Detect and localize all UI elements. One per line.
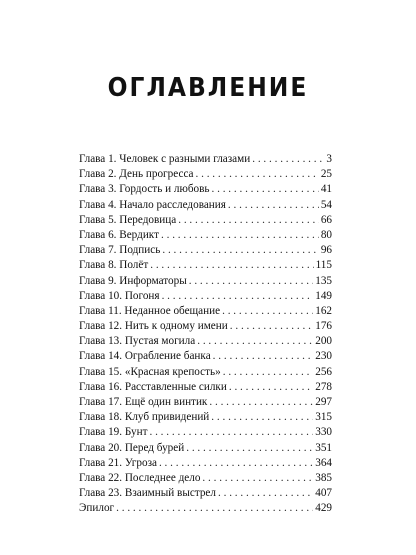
toc-entry [79, 395, 332, 410]
toc-list [79, 152, 332, 517]
toc-entry-label: Глава 8. Полёт [79, 259, 149, 272]
toc-entry-label: Глава 1. Человек с разными глазами [79, 153, 251, 165]
toc-entry-page: 407 [315, 487, 332, 500]
toc-dot-leader [229, 380, 313, 395]
toc-dot-leader [162, 243, 318, 258]
toc-entry [79, 182, 332, 197]
toc-entry [79, 243, 332, 258]
toc-entry-label: Глава 22. Последнее дело [79, 471, 201, 484]
toc-dot-leader [211, 410, 313, 425]
toc-entry [79, 228, 332, 243]
toc-entry-page: 315 [315, 411, 332, 424]
toc-entry [79, 410, 332, 425]
toc-entry-page: 149 [315, 289, 332, 302]
toc-dot-leader [222, 304, 313, 319]
toc-dot-leader [202, 471, 313, 486]
toc-entry-label: Глава 6. Вердикт [79, 228, 159, 241]
toc-entry [79, 304, 332, 319]
toc-entry-page: 115 [315, 259, 332, 272]
toc-dot-leader [189, 274, 314, 289]
toc-entry [79, 349, 332, 364]
toc-entry-page: 278 [315, 380, 332, 393]
toc-entry-page: 80 [320, 228, 332, 241]
toc-entry-page: 429 [315, 502, 332, 515]
toc-dot-leader [186, 441, 313, 456]
toc-entry [79, 471, 332, 486]
toc-entry-page: 96 [320, 244, 332, 257]
toc-heading: ОГЛАВЛЕНИЕ [107, 73, 309, 103]
toc-entry-label: Глава 4. Начало расследования [79, 198, 226, 211]
toc-entry [79, 198, 332, 213]
toc-dot-leader [116, 501, 313, 516]
toc-dot-leader [212, 182, 319, 197]
toc-entry-label: Глава 19. Бунт [79, 426, 148, 439]
toc-entry-label: Глава 13. Пустая могила [79, 335, 196, 348]
toc-dot-leader [161, 228, 319, 243]
toc-entry-label: Глава 14. Ограбление банка [79, 350, 211, 363]
toc-entry-page: 230 [315, 350, 332, 363]
toc-entry-page: 351 [315, 441, 332, 454]
toc-entry-page: 135 [315, 274, 332, 287]
toc-dot-leader [218, 486, 313, 501]
toc-entry-page: 385 [315, 471, 332, 484]
toc-dot-leader [162, 289, 314, 304]
toc-entry-label: Глава 9. Информаторы [79, 274, 187, 287]
toc-entry-page: 256 [315, 365, 332, 378]
toc-dot-leader [252, 152, 324, 167]
toc-entry-page: 41 [320, 183, 332, 196]
toc-dot-leader [178, 213, 319, 228]
toc-dot-leader [213, 349, 314, 364]
toc-dot-leader [149, 425, 313, 440]
toc-entry [79, 213, 332, 228]
toc-entry-label: Глава 3. Гордость и любовь [79, 183, 210, 196]
toc-entry-label: Глава 20. Перед бурей [79, 441, 185, 454]
toc-entry [79, 152, 332, 167]
toc-dot-leader [159, 456, 313, 471]
toc-entry [79, 167, 332, 182]
toc-entry-page: 162 [315, 304, 332, 317]
toc-entry-page: 3 [326, 153, 332, 165]
toc-entry-label: Глава 12. Нить к одному имени [79, 320, 228, 333]
toc-entry [79, 441, 332, 456]
toc-entry-page: 364 [315, 456, 332, 469]
toc-dot-leader [196, 167, 319, 182]
toc-entry-page: 297 [315, 396, 332, 408]
toc-entry-label: Глава 2. День прогресса [79, 168, 194, 181]
toc-entry [79, 334, 332, 349]
toc-entry-page: 176 [315, 320, 332, 333]
toc-entry-label: Глава 21. Угроза [79, 456, 157, 469]
toc-entry [79, 274, 332, 289]
toc-entry [79, 486, 332, 501]
toc-dot-leader [150, 258, 313, 273]
toc-entry-label: Глава 7. Подпись [79, 244, 161, 257]
toc-entry [79, 501, 332, 516]
toc-dot-leader [223, 365, 313, 380]
toc-entry-page: 25 [320, 168, 332, 181]
toc-dot-leader [228, 198, 319, 213]
toc-entry-label: Глава 18. Клуб привидений [79, 411, 210, 424]
toc-entry-label: Глава 15. «Красная крепость» [79, 365, 221, 378]
toc-entry-page: 200 [315, 335, 332, 348]
toc-entry-label: Глава 17. Ещё один винтик [79, 396, 208, 408]
toc-entry-page: 66 [320, 213, 332, 226]
toc-entry-page: 330 [315, 426, 332, 439]
toc-entry-label: Глава 5. Передовица [79, 213, 177, 226]
toc-dot-leader [209, 395, 313, 410]
toc-dot-leader [197, 334, 313, 349]
toc-entry-label: Глава 11. Неданное обещание [79, 304, 221, 317]
toc-entry-page: 54 [320, 198, 332, 211]
toc-entry-label: Глава 23. Взаимный выстрел [79, 487, 216, 500]
toc-entry [79, 425, 332, 440]
toc-entry [79, 289, 332, 304]
toc-entry-label: Глава 16. Расставленные силки [79, 380, 227, 393]
toc-entry-label: Эпилог [79, 502, 115, 515]
toc-entry [79, 456, 332, 471]
toc-dot-leader [230, 319, 313, 334]
toc-entry [79, 380, 332, 395]
toc-entry [79, 258, 332, 273]
toc-entry-label: Глава 10. Погоня [79, 289, 160, 302]
toc-entry [79, 365, 332, 380]
toc-entry [79, 319, 332, 334]
